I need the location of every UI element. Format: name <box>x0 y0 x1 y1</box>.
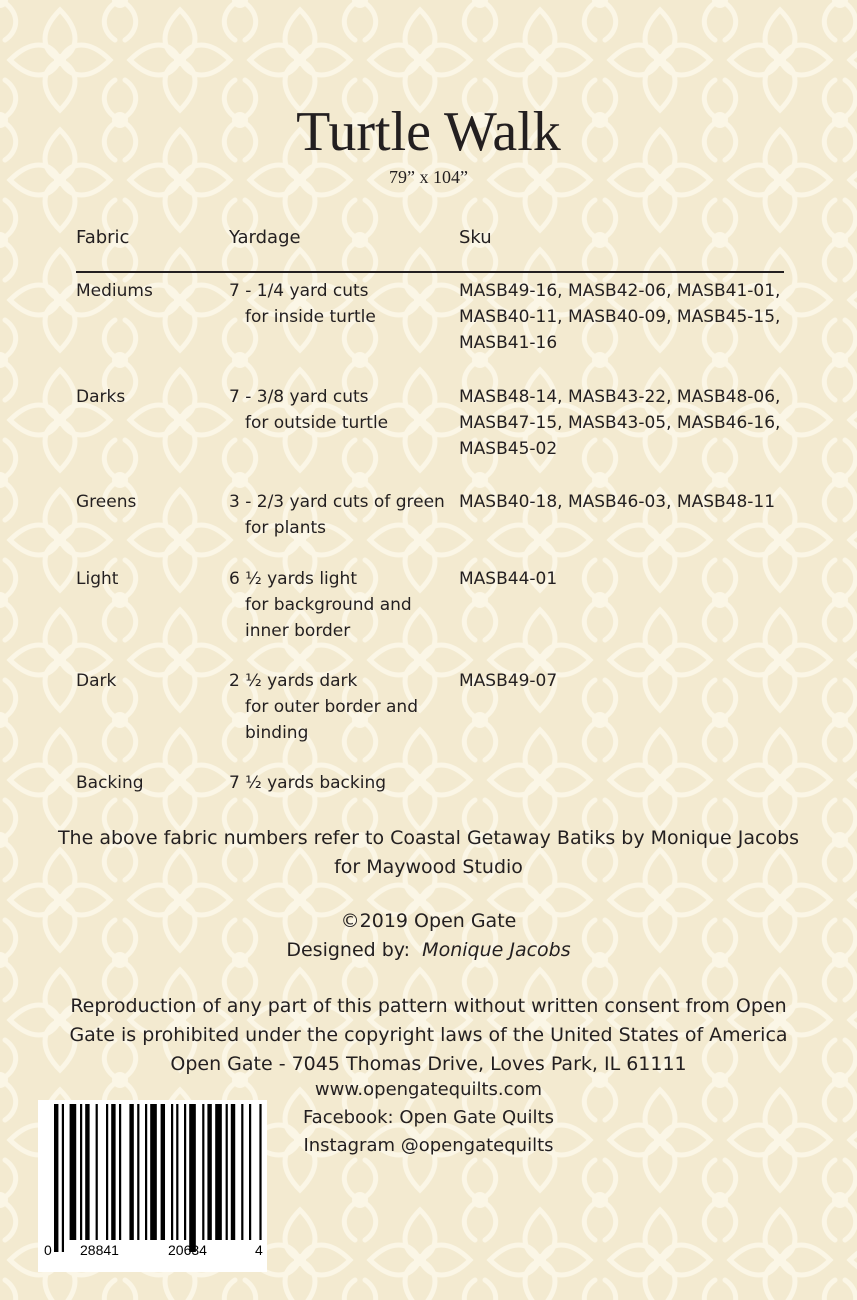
row-yardage-backing <box>229 770 386 796</box>
row-yardage-darks <box>229 384 388 436</box>
barcode-bar <box>62 1104 64 1252</box>
sku-line: MASB40-18, MASB46-03, MASB48-11 <box>459 492 776 512</box>
row-sku-mediums <box>459 278 780 356</box>
instagram-link[interactable]: Instagram @opengatequilts <box>303 1135 554 1156</box>
yardage-line: 7 - 3/8 yard cuts <box>229 387 369 407</box>
yardage-line: 7 - 1/4 yard cuts <box>229 281 369 301</box>
yardage-line: for outside turtle <box>245 413 389 433</box>
barcode-bar <box>137 1104 139 1240</box>
row-sku-dark <box>459 668 557 694</box>
yardage-line: for inside turtle <box>245 307 376 327</box>
yardage-line: for background and <box>245 595 412 615</box>
header-divider <box>76 271 784 273</box>
barcode-bar <box>129 1104 133 1240</box>
row-fabric-dark: Dark <box>76 671 117 691</box>
sku-line: MASB48-14, MASB43-22, MASB48-06, <box>459 387 781 407</box>
yardage-line: 3 - 2/3 yard cuts of green <box>229 492 445 512</box>
credits <box>0 907 857 965</box>
barcode-right-digits: 20634 <box>168 1242 207 1258</box>
row-sku-darks <box>459 384 780 462</box>
row-fabric-backing: Backing <box>76 773 144 793</box>
row-fabric-darks: Darks <box>76 387 126 407</box>
facebook-link[interactable]: Facebook: Open Gate Quilts <box>302 1107 554 1128</box>
yardage-line: inner border <box>245 621 351 641</box>
designer-name: Monique Jacobs <box>422 939 571 961</box>
legal-line: Gate is prohibited under the copyright laws of the United States of America <box>69 1024 788 1046</box>
barcode-bar <box>184 1104 186 1240</box>
yardage-line: 2 ½ yards dark <box>229 671 358 691</box>
row-yardage-light <box>229 566 412 644</box>
sku-line: MASB41-16 <box>459 333 558 353</box>
barcode-bar <box>80 1104 82 1240</box>
yardage-line: 7 ½ yards backing <box>229 773 387 793</box>
designed-by <box>0 936 857 965</box>
barcode-check-digit: 4 <box>255 1242 263 1258</box>
legal-notice <box>0 992 857 1079</box>
row-yardage-greens <box>229 489 445 541</box>
row-sku-greens <box>459 489 775 515</box>
page-title: Turtle Walk <box>296 101 561 163</box>
barcode-bar <box>145 1104 147 1240</box>
header-sku: Sku <box>459 227 492 248</box>
barcode-bar <box>54 1104 58 1252</box>
header-yardage: Yardage <box>229 227 301 248</box>
row-fabric-mediums: Mediums <box>76 281 153 301</box>
barcode-icon <box>38 1100 267 1272</box>
yardage-line: for plants <box>245 518 327 538</box>
fabric-note-line: for Maywood Studio <box>334 856 523 878</box>
barcode-bar <box>189 1104 196 1252</box>
sku-line: MASB44-01 <box>459 569 558 589</box>
quilt-dimensions: 79” x 104” <box>389 167 468 187</box>
yardage-line: for outer border and <box>245 697 418 717</box>
barcode-bar <box>171 1104 173 1240</box>
row-yardage-dark <box>229 668 418 746</box>
row-fabric-greens: Greens <box>76 492 137 512</box>
barcode-bar <box>96 1104 98 1240</box>
row-sku-light <box>459 566 557 592</box>
fabric-note <box>0 824 857 882</box>
yardage-line: 6 ½ yards light <box>229 569 357 589</box>
barcode-bar <box>150 1104 157 1240</box>
yardage-line: binding <box>245 723 309 743</box>
header-fabric: Fabric <box>76 227 130 248</box>
barcode-bar <box>231 1104 235 1240</box>
sku-line: MASB49-07 <box>459 671 558 691</box>
barcode-bar <box>176 1104 178 1240</box>
barcode-bar <box>259 1104 261 1240</box>
sku-line: MASB49-16, MASB42-06, MASB41-01, <box>459 281 781 301</box>
barcode-bar <box>215 1104 222 1240</box>
barcode-bar <box>249 1104 251 1240</box>
barcode-bar <box>111 1104 115 1240</box>
barcode-bar <box>70 1104 77 1240</box>
barcode-bar <box>207 1104 211 1240</box>
barcode-bar <box>106 1104 108 1240</box>
barcode-bar <box>241 1104 243 1240</box>
upc-barcode <box>38 1100 267 1272</box>
barcode-left-digits: 28841 <box>80 1242 119 1258</box>
barcode-system-digit: 0 <box>44 1242 52 1258</box>
legal-line: Reproduction of any part of this pattern without written consent from Open <box>70 995 787 1017</box>
barcode-bar <box>85 1104 89 1240</box>
sku-line: MASB40-11, MASB40-09, MASB45-15, <box>459 307 781 327</box>
copyright-text: ©2019 Open Gate <box>340 910 517 932</box>
designed-by-label: Designed by: <box>286 939 411 961</box>
barcode-bar <box>161 1104 165 1240</box>
company-address: Open Gate - 7045 Thomas Drive, Loves Park, IL 61111 <box>170 1053 687 1075</box>
sku-line: MASB45-02 <box>459 439 558 459</box>
website-link[interactable]: www.opengatequilts.com <box>314 1079 543 1100</box>
row-fabric-light: Light <box>76 569 119 589</box>
sku-line: MASB47-15, MASB43-05, MASB46-16, <box>459 413 781 433</box>
fabric-note-line: The above fabric numbers refer to Coastal Getaway Batiks by Monique Jacobs <box>57 827 800 849</box>
barcode-bar <box>202 1104 204 1240</box>
barcode-bar <box>119 1104 121 1240</box>
row-yardage-mediums <box>229 278 376 330</box>
barcode-bar <box>226 1104 228 1240</box>
